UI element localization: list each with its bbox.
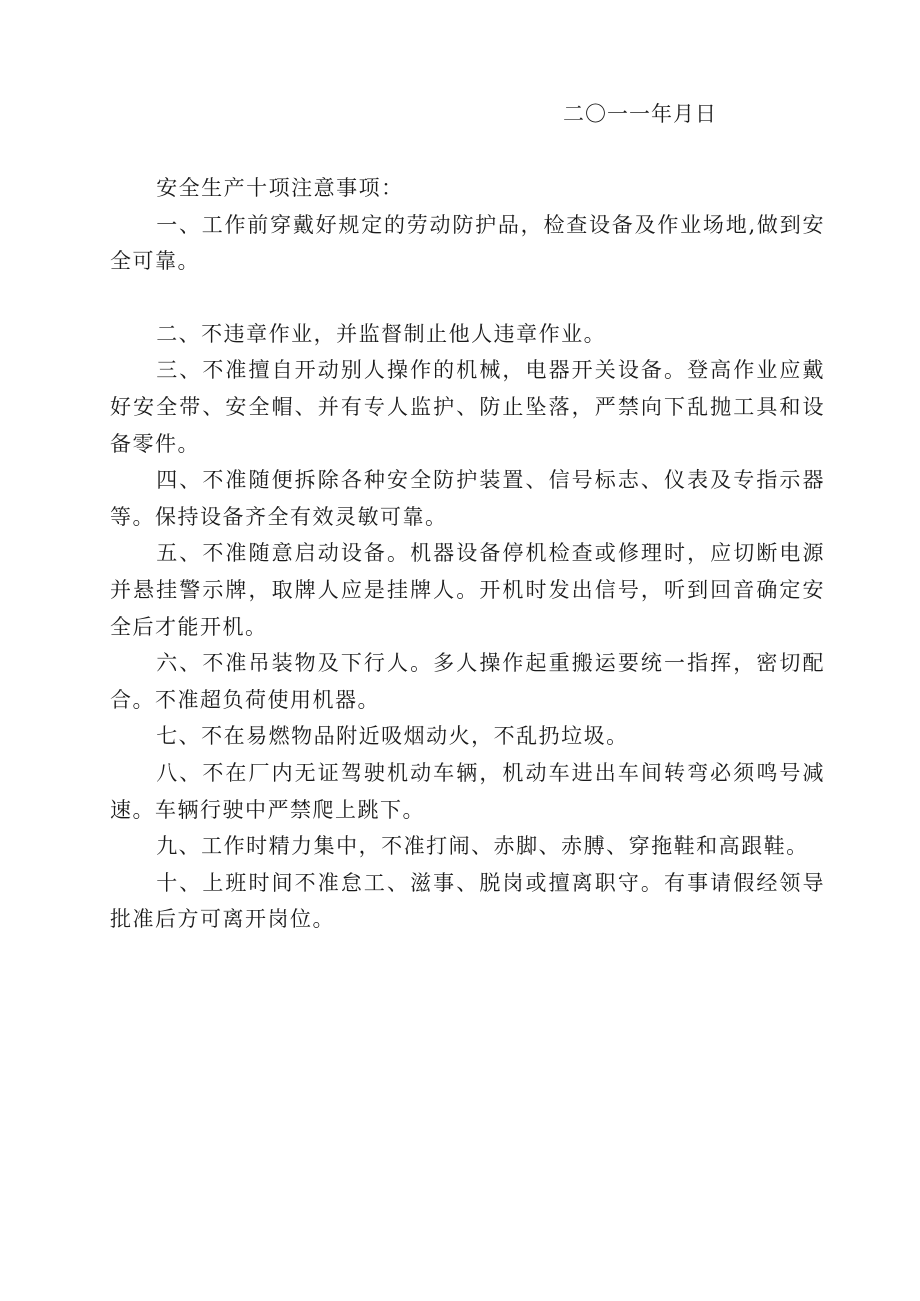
list-item-8: 八、不在厂内无证驾驶机动车辆，机动车进出车间转弯必须鸣号减速。车辆行驶中严禁爬上跳下。: [110, 760, 825, 822]
list-item-1: 一、工作前穿戴好规定的劳动防护品，检查设备及作业场地,做到安全可靠。: [110, 212, 825, 274]
section-heading: 安全生产十项注意事项：: [156, 176, 404, 200]
list-item-5: 五、不准随意启动设备。机器设备停机检查或修理时，应切断电源并悬挂警示牌，取牌人应是挂牌人。开机时发出信号，听到回音确定安全后才能开机。: [110, 541, 825, 639]
list-item-9: 九、工作时精力集中，不准打闹、赤脚、赤膊、穿拖鞋和高跟鞋。: [156, 834, 809, 859]
date-line: 二〇一一年月日: [563, 102, 717, 126]
list-item-7: 七、不在易燃物品附近吸烟动火，不乱扔垃圾。: [156, 724, 629, 749]
list-item-3: 三、不准擅自开动别人操作的机械，电器开关设备。登高作业应戴好安全带、安全帽、并有专人监护、防止坠落，严禁向下乱抛工具和设备零件。: [110, 358, 825, 456]
list-item-4: 四、不准随便拆除各种安全防护装置、信号标志、仪表及专指示器等。保持设备齐全有效灵敏可靠。: [110, 468, 825, 529]
document-body: [110, 170, 825, 938]
list-item-6: 六、不准吊装物及下行人。多人操作起重搬运要统一指挥，密切配合。不准超负荷使用机器。: [110, 651, 825, 712]
list-item-2: 二、不违章作业，并监督制止他人违章作业。: [156, 321, 607, 346]
list-item-10: 十、上班时间不准怠工、滋事、脱岗或擅离职守。有事请假经领导批准后方可离开岗位。: [110, 870, 825, 932]
